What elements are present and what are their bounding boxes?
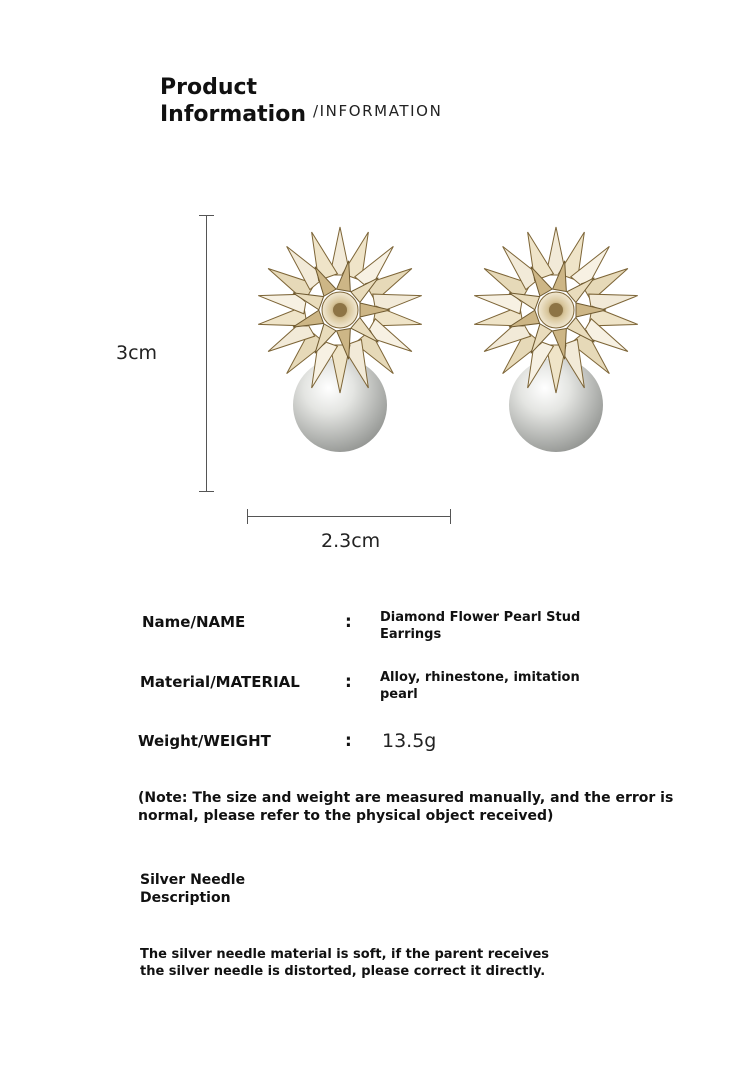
product-image [240,215,660,465]
height-dimension-cap-top [199,215,214,216]
spec-label-material: Material/MATERIAL [140,673,300,691]
spec-value-material: Alloy, rhinestone, imitation pearl [380,670,580,702]
height-dimension-line [206,215,207,492]
spec-label-weight: Weight/WEIGHT [138,732,271,750]
spec-value-weight: 13.5g [382,730,437,752]
spec-colon: : [345,731,352,751]
spec-colon: : [345,672,352,692]
spec-colon: : [345,612,352,632]
measurement-note: (Note: The size and weight are measured manually, and the error is normal, please refer to the physical object received) [138,790,674,824]
page-title: Product Information [160,75,306,127]
width-dimension-cap-left [247,509,248,524]
height-label: 3cm [116,342,158,364]
flower-pearl-earring-right-icon [473,227,640,452]
flower-pearl-earring-left-icon [257,227,424,452]
page-subtitle: /INFORMATION [313,102,443,120]
height-dimension-cap-bottom [199,491,214,492]
width-dimension-line [247,516,451,517]
width-dimension-cap-right [450,509,451,524]
spec-value-name: Diamond Flower Pearl Stud Earrings [380,610,581,642]
silver-needle-description: The silver needle material is soft, if the parent receives the silver needle is distorted, please correct it directly. [140,947,550,979]
width-label: 2.3cm [321,530,381,552]
silver-needle-title: Silver Needle Description [140,872,246,906]
spec-label-name: Name/NAME [142,613,246,631]
